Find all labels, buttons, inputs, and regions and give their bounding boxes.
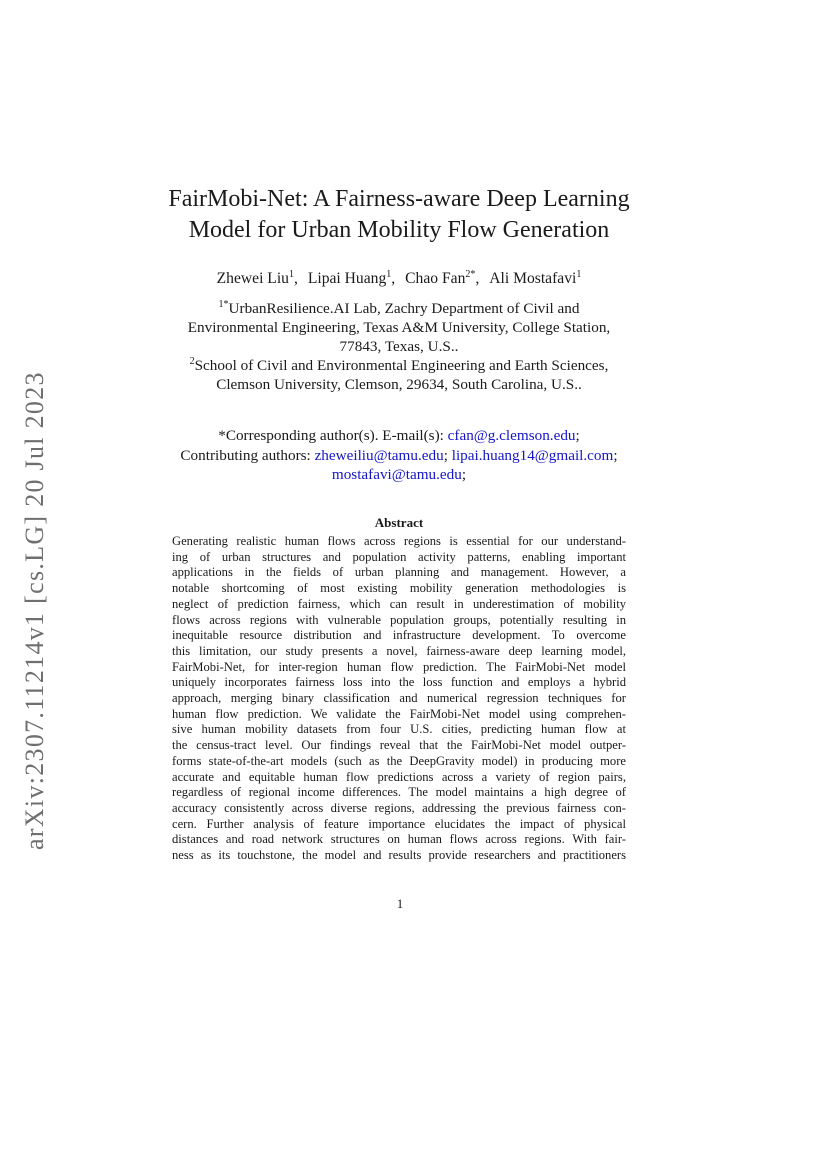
abstract-heading: Abstract bbox=[374, 515, 424, 530]
author-list: Zhewei Liu$^1$, Lipai Huang$^1$, Chao Fan$^{2*}$, Ali Mostafavi$^1$ bbox=[216, 269, 582, 287]
affiliation-line: Clemson University, Clemson, 29634, South Carolina, U.S.. bbox=[216, 376, 582, 393]
affiliation-mark: 2 bbox=[189, 356, 195, 367]
abstract-line: distances and road network structures on human flows across regions. With fair- bbox=[172, 832, 626, 847]
abstract-line: notable shortcoming of most existing mobility generation methodologies is bbox=[172, 581, 626, 596]
abstract-line: accurate and equitable human flow predictions across a variety of region pairs, bbox=[172, 769, 626, 784]
abstract-line: forms state-of-the-art models (such as the DeepGravity model) in producing more bbox=[172, 753, 626, 768]
abstract-line: regardless of regional income differences. The model maintains a high degree of bbox=[172, 785, 626, 800]
contributing-label: Contributing authors: bbox=[180, 446, 315, 464]
affiliation-text: UrbanResilience.AI Lab, Zachry Department of Civil and bbox=[228, 300, 580, 317]
contributing-authors-line bbox=[140, 465, 658, 485]
abstract-line: inequitable resource distribution and infrastructure development. To overcome bbox=[172, 628, 626, 643]
author-affil-mark: 2* bbox=[465, 269, 476, 280]
affiliation-mark: 1* bbox=[218, 299, 229, 310]
author-affil-mark: 1 bbox=[288, 269, 294, 280]
affiliation-line bbox=[140, 299, 658, 318]
author-affil-mark: 1 bbox=[576, 269, 582, 280]
abstract-line: applications in the fields of urban planning and management. However, a bbox=[172, 565, 626, 580]
page-number: 1 bbox=[396, 896, 404, 911]
author-name: Ali Mostafavi bbox=[489, 270, 577, 287]
abstract-body bbox=[172, 534, 626, 864]
abstract-line: ness as its touchstone, the model and results provide researchers and practitioners bbox=[172, 848, 626, 863]
email-link[interactable]: zheweiliu@tamu.edu bbox=[314, 446, 444, 464]
separator: ; bbox=[443, 446, 448, 464]
affiliation-text: School of Civil and Environmental Engineering and Earth Sciences, bbox=[194, 357, 609, 374]
abstract-line: uniquely incorporates fairness loss into the loss function and employs a hybrid bbox=[172, 675, 626, 690]
email-link[interactable]: mostafavi@tamu.edu bbox=[331, 466, 462, 483]
abstract-line: ing of urban structures and population activity patterns, enabling important bbox=[172, 549, 626, 564]
abstract-line: accuracy consistently across diverse regions, addressing the previous fairness con- bbox=[172, 800, 626, 815]
affiliation-line bbox=[140, 356, 658, 375]
author-affil-mark: 1 bbox=[386, 269, 392, 280]
corresponding-author-line bbox=[140, 426, 658, 446]
title-line: FairMobi-Net: A Fairness-aware Deep Learning bbox=[168, 186, 630, 212]
corresponding-label: *Corresponding author(s). E-mail(s): bbox=[218, 427, 448, 444]
abstract-line: approach, merging binary classification and numerical regression techniques for bbox=[172, 691, 626, 706]
abstract-line: neglect of prediction fairness, which can result in underestimation of mobility bbox=[172, 596, 626, 611]
email-link[interactable]: cfan@g.clemson.edu bbox=[447, 427, 576, 444]
abstract-line: cern. Further analysis of feature importance elucidates the impact of physical bbox=[172, 816, 626, 831]
paper-title bbox=[140, 184, 658, 246]
affiliation-line: 77843, Texas, U.S.. bbox=[339, 338, 459, 355]
title-line: Model for Urban Mobility Flow Generation bbox=[188, 217, 610, 243]
email-link[interactable]: lipai.huang14@gmail.com bbox=[451, 446, 614, 464]
abstract-line: Generating realistic human flows across regions is essential for our understand- bbox=[172, 534, 626, 548]
author-name: Lipai Huang bbox=[307, 270, 387, 287]
contact-block bbox=[140, 426, 658, 485]
separator: ; bbox=[575, 427, 580, 444]
abstract-line: sive human mobility datasets from four U.S. cities, predicting human flow at bbox=[172, 722, 626, 737]
author-name: Chao Fan bbox=[405, 270, 466, 287]
contributing-authors-line bbox=[140, 446, 658, 466]
abstract-line: the census-tract level. Our findings reveal that the FairMobi-Net model outper- bbox=[172, 738, 626, 753]
separator: ; bbox=[613, 446, 618, 464]
author-name: Zhewei Liu bbox=[216, 270, 289, 287]
affiliations bbox=[140, 299, 658, 394]
arxiv-identifier-stamp: arXiv:2307.11214v1 [cs.LG] 20 Jul 2023 bbox=[20, 371, 49, 850]
abstract-line: flows across regions with vulnerable population groups, potentially resulting in bbox=[172, 612, 626, 627]
affiliation-line: Environmental Engineering, Texas A&M University, College Station, bbox=[187, 319, 611, 336]
abstract-line: FairMobi-Net, for inter-region human flow prediction. The FairMobi-Net model bbox=[172, 659, 626, 674]
abstract-line: human flow prediction. We validate the FairMobi-Net model using comprehen- bbox=[172, 706, 626, 721]
separator: ; bbox=[461, 466, 467, 483]
abstract-line: this limitation, our study presents a novel, fairness-aware deep learning model, bbox=[172, 643, 626, 658]
